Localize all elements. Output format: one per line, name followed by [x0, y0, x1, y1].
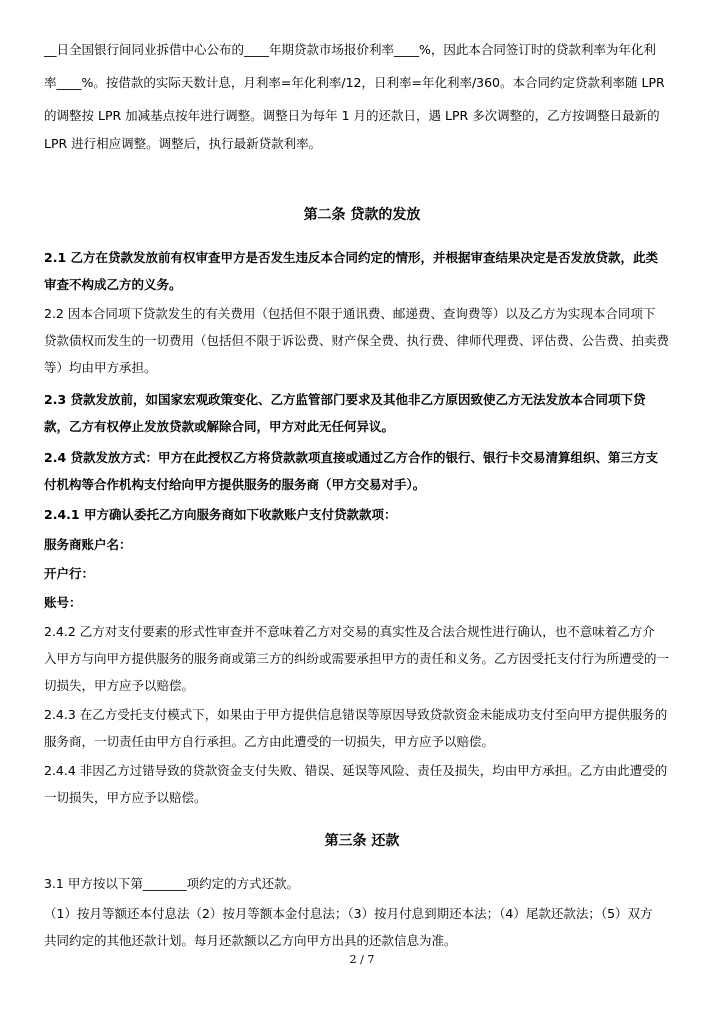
clause-2-4-3-line: 服务商，一切责任由甲方自行承担。乙方由此遭受的一切损失，甲方应予以赔偿。: [44, 734, 495, 749]
clause-2-2-line: 2.2 因本合同项下贷款发生的有关费用（包括但不限于通讯费、邮递费、查询费等）以及乙方为实现本合同项下: [44, 306, 656, 321]
service-provider-name-label: 服务商账户名：: [44, 537, 132, 552]
clause-2-4-line: 付机构等合作机构支付给向甲方提供服务的服务商（甲方交易对手）。: [44, 477, 426, 492]
clause-2-1-line: 2.1 乙方在贷款发放前有权审查甲方是否发生违反本合同约定的情形，并根据审查结果决定是否发放贷款，此类: [44, 250, 658, 265]
paragraph-line: LPR 进行相应调整。调整后，执行最新贷款利率。: [44, 136, 322, 151]
clause-2-4-1-line: 2.4.1 甲方确认委托乙方向服务商如下收款账户支付贷款款项：: [44, 507, 397, 522]
clause-2-4-line: 2.4 贷款发放方式：甲方在此授权乙方将贷款款项直接或通过乙方合作的银行、银行卡交易清算组织、第三方支: [44, 450, 658, 465]
clause-2-4-2-line: 入甲方与向甲方提供服务的服务商或第三方的纠纷或需要承担甲方的责任和义务。乙方因受托支付行为所遭受的一: [44, 651, 670, 666]
clause-2-4-4-line: 一切损失，甲方应予以赔偿。: [44, 790, 207, 805]
account-number-label: 账号：: [44, 595, 82, 610]
article-3-heading: 第三条 还款: [324, 833, 400, 849]
article-2-heading: 第二条 贷款的发放: [303, 207, 421, 223]
bank-label: 开户行：: [44, 566, 95, 581]
paragraph-line: 率____%。按借款的实际天数计息，月利率=年化利率/12，日利率=年化利率/360。本合同约定贷款利率随 LPR: [44, 75, 665, 90]
clause-2-3-line: 2.3 贷款发放前，如国家宏观政策变化、乙方监管部门要求及其他非乙方原因致使乙方无法发放本合同项下贷: [44, 392, 646, 407]
clause-2-4-3-line: 2.4.3 在乙方受托支付模式下，如果由于甲方提供信息错误等原因导致贷款资金未能成功支付至向甲方提供服务的: [44, 707, 668, 722]
repayment-options-line: 共同约定的其他还款计划。每月还款额以乙方向甲方出具的还款信息为准。: [44, 933, 457, 948]
clause-3-1-line: 3.1 甲方按以下第_______项约定的方式还款。: [44, 876, 300, 891]
page-number: 2 / 7: [349, 953, 375, 966]
clause-2-2-line: 等）均由甲方承担。: [44, 360, 157, 375]
paragraph-line: __日全国银行间同业拆借中心公布的____年期贷款市场报价利率____%，因此本合同签订时的贷款利率为年化利: [44, 42, 656, 57]
clause-2-4-2-line: 2.4.2 乙方对支付要素的形式性审查并不意味着乙方对交易的真实性及合法合规性进行确认，也不意味着乙方介: [44, 624, 655, 639]
repayment-options-line: （1）按月等额还本付息法（2）按月等额本金付息法；（3）按月付息到期还本法；（4）尾款还款法；（5）双方: [44, 906, 653, 921]
clause-2-1-line: 审查不构成乙方的义务。: [44, 277, 182, 292]
clause-2-4-2-line: 切损失，甲方应予以赔偿。: [44, 678, 195, 693]
clause-2-3-line: 款，乙方有权停止发放贷款或解除合同，甲方对此无任何异议。: [44, 419, 395, 434]
clause-2-2-line: 贷款债权而发生的一切费用（包括但不限于诉讼费、财产保全费、执行费、律师代理费、评估费、公告费、拍卖费: [44, 333, 670, 348]
paragraph-line: 的调整按 LPR 加减基点按年进行调整。调整日为每年 1 月的还款日，遇 LPR 多次调整的，乙方按调整日最新的: [44, 108, 660, 123]
clause-2-4-4-line: 2.4.4 非因乙方过错导致的贷款资金支付失败、错误、延误等风险、责任及损失，均由甲方承担。乙方由此遭受的: [44, 763, 668, 778]
